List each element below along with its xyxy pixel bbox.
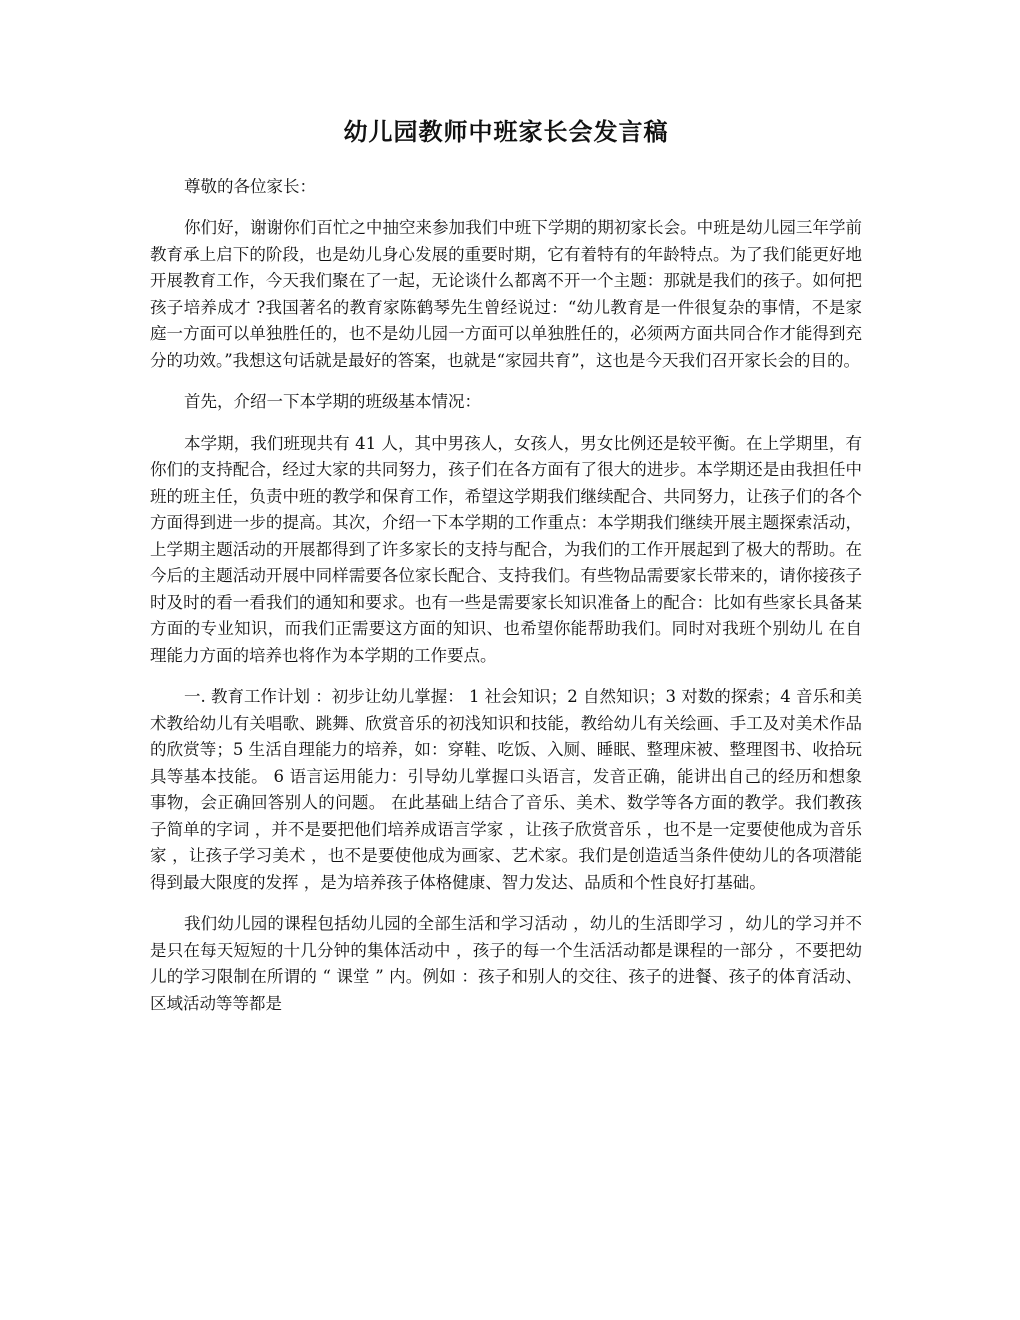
salutation: 尊敬的各位家长： (184, 177, 316, 196)
paragraph-greeting: 你们好，谢谢你们百忙之中抽空来参加我们中班下学期的期初家长会。中班是幼儿园三年学前教育承上启下的阶段，也是幼儿身心发展的重要时期，它有着特有的年龄特点。为了我们能更好地开展教育工作，今天我们聚在了一起，无论谈什么都离不开一个主题：那就是我们的孩子。如何把孩子培养成才 ?我国著名的教育家陈鹤琴先生曾经说过：“幼儿教育是一件很复杂的事情，不是家庭一方面可以单独胜任的，也不是幼儿园一方面可以单独胜任的，必须两方面共同合作才能得到充分的功效。”我想这句话就是最好的答案，也就是“家园共育”，这也是今天我们召开家长会的目的。 (150, 218, 862, 370)
document-page (150, 112, 862, 1032)
document-title: 幼儿园教师中班家长会发言稿 (343, 117, 669, 146)
paragraph-curriculum: 我们幼儿园的课程包括幼儿园的全部生活和学习活动 ，幼儿的生活即学习 ，幼儿的学习并不是只在每天短短的十几分钟的集体活动中 ，孩子的每一个生活活动都是课程的一部分 ，不要把幼儿的学习限制在所谓的 “ 课堂 ” 内。例如 ：孩子和别人的交往、孩子的进餐、孩子的体育活动、区域活动等等都是 (150, 914, 862, 1013)
paragraph-class-situation: 本学期，我们班现共有 41 人，其中男孩人，女孩人，男女比例还是较平衡。在上学期里，有你们的支持配合，经过大家的共同努力，孩子们在各方面有了很大的进步。本学期还是由我担任中班的班主任，负责中班的教学和保育工作，希望这学期我们继续配合、共同努力，让孩子们的各个方面得到进一步的提高。其次，介绍一下本学期的工作重点：本学期我们继续开展主题探索活动，上学期主题活动的开展都得到了许多家长的支持与配合，为我们的工作开展起到了极大的帮助。在今后的主题活动开展中同样需要各位家长配合、支持我们。有些物品需要家长带来的，请你接孩子时及时的看一看我们的通知和要求。也有一些是需要家长知识准备上的配合：比如有些家长具备某方面的专业知识，而我们正需要这方面的知识、也希望你能帮助我们。同时对我班个别幼儿 在自理能力方面的培养也将作为本学期的工作要点。 (150, 433, 862, 665)
paragraph-class-intro: 首先，介绍一下本学期的班级基本情况： (184, 392, 481, 411)
paragraph-teaching-plan: 一. 教育工作计划 ：初步让幼儿掌握： 1 社会知识；2 自然知识；3 对数的探索；4 音乐和美术教给幼儿有关唱歌、跳舞、欣赏音乐的初浅知识和技能，教给幼儿有关绘画、手工及对美术作品的欣赏等；5 生活自理能力的培养，如：穿鞋、吃饭、入厕、睡眠、整理床被、整理图书、收拾玩具等基本技能。 6 语言运用能力：引导幼儿掌握口头语言，发音正确，能讲出自己的经历和想象事物，会正确回答别人的问题。 在此基础上结合了音乐、美术、数学等各方面的教学。我们教孩子简单的字词 ，并不是要把他们培养成语言学家 ，让孩子欣赏音乐 ，也不是一定要使他成为音乐家 ，让孩子学习美术 ，也不是要使他成为画家、艺术家。我们是创造适当条件使幼儿的各项潜能得到最大限度的发挥 ，是为培养孩子体格健康、智力发达、品质和个性良好打基础。 (150, 687, 862, 892)
